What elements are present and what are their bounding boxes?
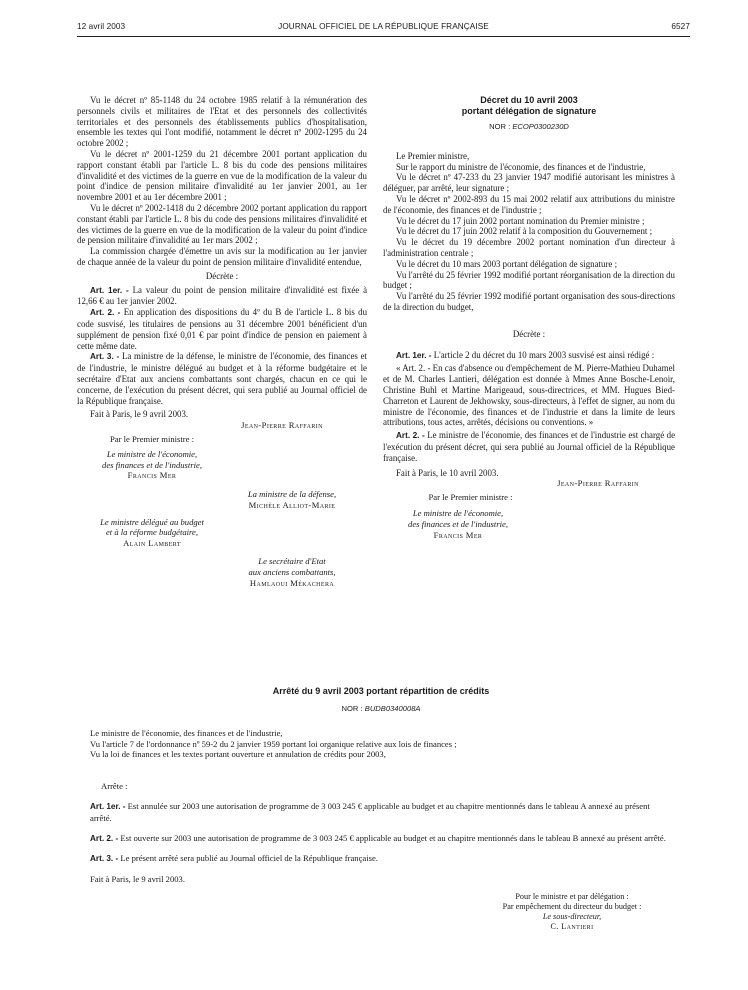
- visa-paragraph: Vu l'arrêté du 25 février 1992 modifié portant organisation des sous-directions de la direction du budget,: [383, 291, 675, 312]
- arrete-line: Le ministre de l'économie, des finances et de l'industrie,: [90, 728, 283, 739]
- article-2: Art. 2. - En application des dispositions du 4º du B de l'article L. 8 bis du code susvisé, les titulaires de pensions au 31 décembre 2001 bénéficient d'un supplément de pension fixé 0,01 € par point d'indice de pension en paiement à cette même date.: [77, 307, 368, 351]
- visa-paragraph: Vu le décret nº 2002-893 du 15 mai 2002 relatif aux attributions du ministre de l'économie, des finances et de l'industrie ;: [383, 193, 675, 215]
- visa-paragraph: Vu le décret du 17 juin 2002 portant nomination du Premier ministre ;: [396, 215, 645, 226]
- par-premier-ministre: Par le Premier ministre :: [109, 433, 194, 444]
- right-column: [383, 95, 675, 540]
- visa-paragraph: Vu l'arrêté du 25 février 1992 modifié portant réorganisation de la direction du budget ;: [383, 269, 675, 291]
- left-column: [77, 95, 367, 588]
- arrete-line: Vu l'article 7 de l'ordonnance nº 59-2 du 2 janvier 1959 portant loi organique relative aux lois de finances ;: [90, 738, 457, 749]
- visa-paragraph: Vu le décret du 17 juin 2002 relatif à la composition du Gouvernement ;: [396, 226, 653, 237]
- decree-subtitle: portant délégation de signature: [461, 105, 597, 116]
- journal-title: JOURNAL OFFICIEL DE LA RÉPUBLIQUE FRANÇAISE: [278, 22, 489, 31]
- article-1: Art. 1er. - La valeur du point de pension militaire d'invalidité est fixée à 12,66 € au 1er janvier 2002.: [77, 284, 368, 307]
- visa-paragraph: Vu le décret du 19 décembre 2002 portant nomination d'un directeur à l'administration centrale ;: [383, 237, 675, 258]
- article-1: Art. 1er. - Est annulée sur 2003 une autorisation de programme de 3 003 245 € applicable au budget et au chapitre mentionnés dans le tableau A annexé au présent arrêté.: [90, 801, 650, 824]
- par-premier-ministre: Par le Premier ministre :: [428, 492, 513, 503]
- signature-line: Pour le ministre et par délégation :: [515, 892, 629, 902]
- minister-name: Michèle Alliot-Marie: [248, 499, 336, 510]
- article-quote: « Art. 2. - En cas d'absence ou d'empêchement de M. Pierre-Mathieu Duhamel et de M. Charles Lantieri, délégation est donnée à Mmes Anne Bosche-Lenoir, Christine Buhl et Martine Marigeaud, sous-directrices, et MM. Hugues Bied-Charreton et Laurent de Jekhowsky, sous-directeurs, à l'effet de signer, au nom du ministre de l'économie, des finances et de l'industrie et dans la limite de leurs attributions, tous actes, arrêtés, décisions ou conventions. »: [383, 363, 675, 428]
- minister-title: aux anciens combattants,: [248, 566, 336, 577]
- minister-title: et à la réforme budgétaire,: [105, 527, 199, 538]
- issue-date: 12 avril 2003: [77, 22, 126, 31]
- visa-paragraph: Sur le rapport du ministre de l'économie, des finances et de l'industrie,: [396, 161, 646, 172]
- nor-reference: NOR : ECOP0300230D: [489, 122, 569, 131]
- decrete-heading: Décrète :: [205, 270, 239, 281]
- premier-ministre: Le Premier ministre,: [396, 150, 470, 161]
- page-number: 6527: [671, 22, 690, 31]
- fait-a-paris: Fait à Paris, le 10 avril 2003.: [396, 467, 499, 478]
- minister-name: Hamlaoui Mékachera: [249, 577, 335, 588]
- decree-title: Décret du 10 avril 2003: [480, 95, 578, 105]
- pm-signature: Jean-Pierre Raffarin: [557, 478, 639, 489]
- minister-title: Le ministre de l'économie,: [412, 507, 504, 518]
- minister-name: Alain Lambert: [123, 538, 181, 549]
- decrete-heading: Décrète :: [512, 328, 546, 339]
- visa-paragraph: Vu le décret du 10 mars 2003 portant délégation de signature ;: [396, 258, 618, 269]
- article-3: Art. 3. - La ministre de la défense, le ministre de l'économie, des finances et de l'industrie, le ministre délégué au budget et à la réforme budgétaire et le secrétaire d'Etat aux anciens combattants sont chargés, chacun en ce qui le concerne, de l'exécution du présent décret, qui sera publié au Journal officiel de la République française.: [77, 351, 367, 406]
- minister-title: Le ministre délégué au budget: [100, 516, 204, 527]
- minister-title: des finances et de l'industrie,: [102, 459, 202, 470]
- visa-paragraph: Vu le décret nº 2001-1259 du 21 décembre 2001 portant application du rapport constant établi par l'article L. 8 bis du code des pensions militaires d'invalidité et des victimes de la guerre en vue de la modification de la valeur du point d'indice de pension militaire d'invalidité au 1er janvier 2001, au 1er novembre 2001 et au 1er décembre 2001 ;: [77, 148, 367, 203]
- fait-a-paris: Fait à Paris, le 9 avril 2003.: [90, 409, 189, 420]
- visa-paragraph: Vu le décret nº 85-1148 du 24 octobre 1985 relatif à la rémunération des personnels civils et militaires de l'Etat et des personnels des collectivités territoriales et des personnels des établissements publics d'hospitalisation, ensemble les textes qui l'ont modifié, notamment le décret nº 2002-1295 du 24 octobre 2002 ;: [77, 95, 367, 149]
- visa-paragraph: Vu le décret nº 2002-1418 du 2 décembre 2002 portant application du rapport constant établi par l'article L. 8 bis du code des pensions militaires d'invalidité et des victimes de la guerre en vue de la modification de la valeur du point d'indice de pension militaire d'invalidité au 1er mars 2002 ;: [77, 202, 367, 246]
- fait-a-paris: Fait à Paris, le 9 avril 2003.: [90, 873, 185, 884]
- visa-paragraph: Vu le décret nº 47-233 du 23 janvier 1947 modifié autorisant les ministres à déléguer, par arrêté, leur signature ;: [383, 172, 675, 194]
- article-2: Art. 2. - Est ouverte sur 2003 une autorisation de programme de 3 003 245 € applicable au budget et au chapitre mentionnés dans le tableau B annexé au présent arrêté.: [90, 832, 666, 843]
- minister-name: Francis Mer: [433, 529, 483, 540]
- minister-title: des finances et de l'industrie,: [408, 518, 508, 529]
- signature-line: Le sous-directeur,: [542, 912, 602, 922]
- arrete-section: [90, 686, 672, 932]
- arrete-heading: Arrête :: [101, 780, 128, 791]
- minister-name: Francis Mer: [127, 470, 177, 481]
- signature-name: C. Lantieri: [550, 922, 594, 932]
- article-2: Art. 2. - Le ministre de l'économie, des finances et de l'industrie est chargé de l'exécution du présent décret, qui sera publié au Journal officiel de la République française.: [383, 430, 676, 463]
- minister-title: Le secrétaire d'Etat: [258, 556, 326, 567]
- visa-paragraph: La commission chargée d'émettre un avis sur la modification au 1er janvier de chaque année de la valeur du point de pension militaire d'invalidité entendue,: [77, 246, 367, 267]
- minister-title: La ministre de la défense,: [247, 489, 337, 500]
- page-header: [77, 20, 690, 37]
- arrete-signature: [472, 892, 672, 932]
- pm-signature: Jean-Pierre Raffarin: [241, 420, 323, 431]
- article-1: Art. 1er. - L'article 2 du décret du 10 mars 2003 susvisé est ainsi rédigé :: [396, 349, 655, 360]
- arrete-title: Arrêté du 9 avril 2003 portant répartition de crédits: [272, 686, 490, 696]
- arrete-line: Vu la loi de finances et les textes portant ouverture et annulation de crédits pour 2003,: [90, 749, 386, 760]
- nor-reference: NOR : BUDB0340008A: [341, 703, 421, 713]
- signature-line: Par empêchement du directeur du budget :: [502, 902, 642, 912]
- minister-title: Le ministre de l'économie,: [106, 448, 198, 459]
- article-3: Art. 3. - Le présent arrêté sera publié au Journal officiel de la République française.: [90, 853, 378, 864]
